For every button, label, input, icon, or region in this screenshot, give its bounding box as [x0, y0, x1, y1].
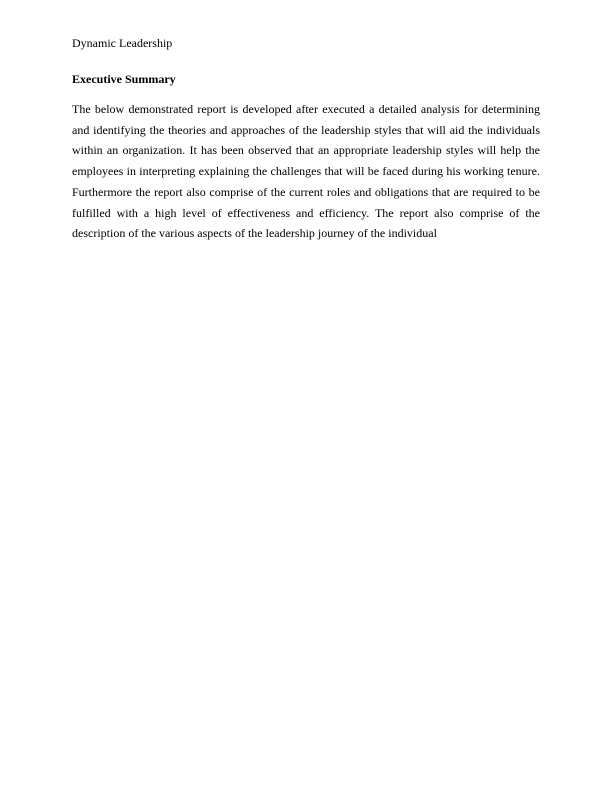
body-paragraph: The below demonstrated report is developed after executed a detailed analysis for determining and identifying the theories and approaches of the leadership styles that will aid the individuals within an organization. It has been observed that an appropriate leadership styles will help the employees in interpreting explaining the challenges that will be faced during his working tenure. Furthermore the report also comprise of the current roles and obligations that are required to be fulfilled with a high level of effectiveness and efficiency. The report also comprise of the description of the various aspects of the leadership journey of the individual — [72, 102, 540, 241]
running-header: Dynamic Leadership — [72, 36, 173, 50]
section-heading: Executive Summary — [72, 72, 176, 86]
